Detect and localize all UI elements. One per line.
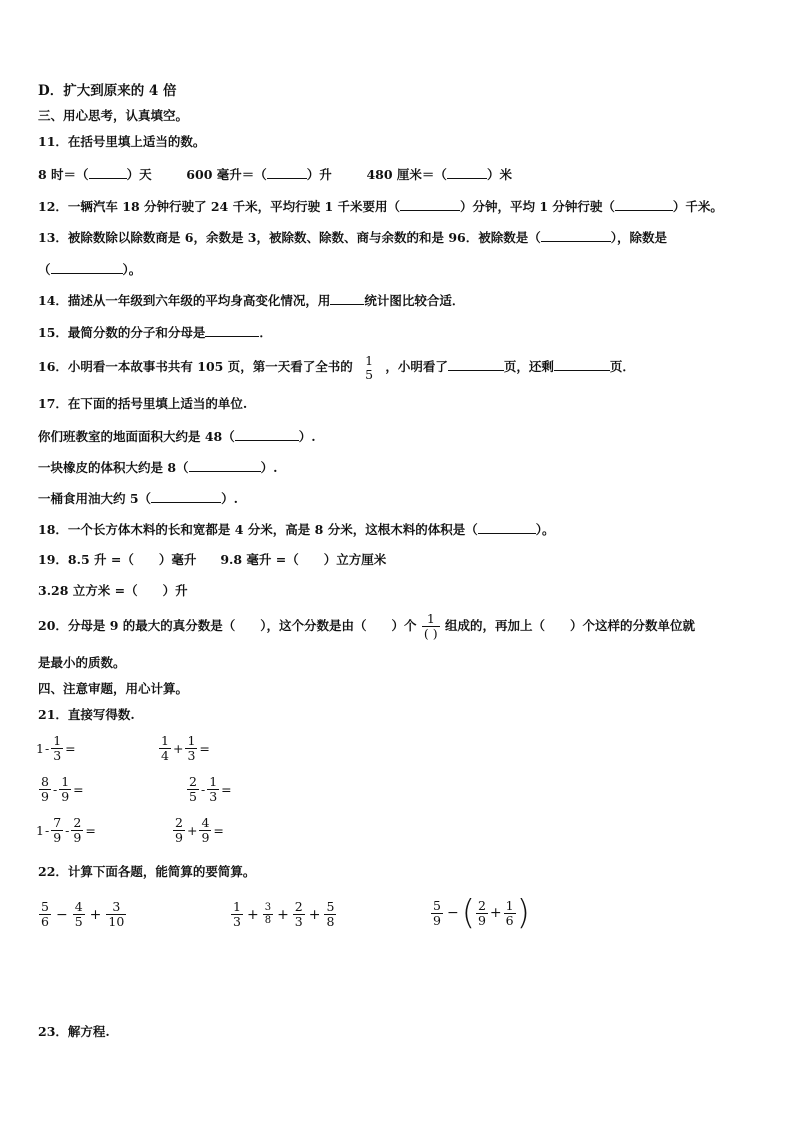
- fraction: [39, 900, 51, 929]
- q17a-text-b: ）.: [298, 429, 316, 444]
- numerator: 8: [41, 774, 49, 789]
- question-23-stem: 23．解方程.: [38, 1024, 110, 1039]
- numerator: 4: [74, 899, 83, 914]
- answer-blank[interactable]: [400, 198, 460, 211]
- minus-sign: -: [200, 782, 206, 797]
- q21-expr-5: [36, 816, 97, 845]
- q12-text-a: 12．一辆汽车 18 分钟行驶了 24 千米，平均行驶 1 千米要用（: [38, 199, 400, 214]
- q16-text-c: 页，还剩: [503, 359, 554, 374]
- q17b-text-b: ）.: [260, 460, 278, 475]
- denominator: 9: [175, 830, 183, 845]
- question-12: [38, 198, 723, 215]
- plus-sign: +: [172, 741, 184, 756]
- equals-sign: =: [85, 823, 96, 838]
- equals-sign: =: [199, 741, 210, 756]
- equals-sign: =: [65, 741, 76, 756]
- numerator: 1: [233, 899, 241, 914]
- denominator: 8: [326, 914, 335, 929]
- numerator: 1: [61, 774, 70, 789]
- denominator: 6: [41, 914, 49, 929]
- plus-sign: +: [277, 906, 289, 923]
- denominator: 9: [61, 789, 70, 804]
- numerator: 1: [187, 733, 196, 748]
- q22-expr-1: [38, 900, 127, 929]
- answer-blank[interactable]: [235, 428, 299, 441]
- q13-text-a: 13．被除数除以除数商是 6，余数是 3，被除数、除数、商与余数的和是 96．被除数是（: [38, 230, 541, 245]
- numerator: 2: [189, 774, 197, 789]
- equals-sign: =: [221, 782, 232, 797]
- numerator: 1: [426, 611, 435, 626]
- numerator: 2: [175, 815, 183, 830]
- q20-text-a: 20．分母是 9 的最大的真分数是（ ），这个分数是由（ ）个: [38, 618, 417, 633]
- plus-sign: +: [308, 906, 321, 923]
- numerator: 2: [73, 815, 82, 830]
- denominator: 3: [233, 914, 241, 929]
- denominator: 6: [505, 912, 514, 928]
- q14-text-a: 14．描述从一年级到六年级的平均身高变化情况，用: [38, 293, 331, 308]
- answer-blank[interactable]: [448, 358, 504, 371]
- numerator: 2: [477, 897, 486, 913]
- fraction: [159, 734, 171, 763]
- answer-blank[interactable]: [189, 459, 261, 472]
- q17c-text-a: 一桶食用油大约 5（: [38, 491, 152, 506]
- q11a-suffix: ）天: [126, 167, 152, 182]
- question-22-stem: 22．计算下面各题，能简算的要简算。: [38, 864, 256, 879]
- numerator: 3: [264, 902, 272, 913]
- fraction: [51, 816, 63, 845]
- question-18: [38, 521, 554, 538]
- answer-blank[interactable]: [615, 198, 673, 211]
- question-16: [38, 352, 635, 382]
- fraction: [263, 902, 273, 927]
- q11b-suffix: ）升: [306, 167, 332, 182]
- minus-sign: -: [44, 741, 50, 756]
- q13-text-d: ）。: [122, 262, 142, 277]
- left-parenthesis: (: [461, 893, 475, 933]
- numerator: 1: [209, 774, 218, 789]
- q17a-text-a: 你们班教室的地面面积大约是 48（: [38, 429, 235, 444]
- denominator: 3: [209, 789, 218, 804]
- question-11-stem: 11．在括号里填上适当的数。: [38, 134, 206, 149]
- numerator: 1: [365, 352, 374, 368]
- q13-text-c: （: [38, 262, 51, 277]
- q20-text-b: 组成的，再加上（ ）个这样的分数单位就: [445, 618, 696, 633]
- fraction: [199, 816, 211, 845]
- question-11-items: [38, 166, 512, 183]
- plus-sign: +: [186, 823, 198, 838]
- fraction: [504, 899, 516, 928]
- number: 1: [36, 823, 44, 838]
- q22-expr-2: [230, 900, 337, 929]
- question-20-line1: [38, 607, 695, 645]
- fraction-unit: [422, 612, 440, 641]
- question-21-stem: 21．直接写得数.: [38, 707, 135, 722]
- answer-blank[interactable]: [151, 490, 221, 503]
- numerator: 1: [505, 897, 514, 913]
- question-17c: [38, 490, 238, 507]
- number: 1: [36, 741, 44, 756]
- denominator: 5: [189, 789, 197, 804]
- q17c-text-b: ）.: [221, 491, 238, 506]
- denominator: 3: [294, 914, 303, 929]
- denominator: 9: [477, 912, 486, 928]
- fraction: [207, 775, 219, 804]
- q13-text-b: ），除数是: [610, 230, 668, 245]
- minus-sign: −: [446, 905, 459, 921]
- numerator: 3: [112, 899, 121, 914]
- equals-sign: =: [213, 823, 224, 838]
- fraction: [324, 900, 336, 929]
- denominator: 4: [161, 748, 169, 763]
- fraction: [293, 900, 305, 929]
- numerator: 1: [161, 733, 169, 748]
- q12-text-b: ）分钟，平均 1 分钟行驶（: [460, 199, 615, 214]
- fraction: [476, 899, 488, 928]
- q21-expr-2: [158, 734, 211, 763]
- option-d: D．扩大到原来的 4 倍: [38, 83, 177, 99]
- section-four-heading: 四、注意审题，用心计算。: [38, 681, 189, 696]
- q22-expr-3: [430, 893, 530, 933]
- question-17b: [38, 459, 277, 476]
- fraction: [173, 816, 185, 845]
- question-13-line1: [38, 229, 667, 246]
- fraction-one-fifth: [363, 354, 375, 382]
- fraction: [51, 734, 63, 763]
- question-20-line2: 是最小的质数。: [38, 655, 126, 670]
- q18-text-a: 18．一个长方体木料的长和宽都是 4 分米，高是 8 分米，这根木料的体积是（: [38, 522, 478, 537]
- fraction: [185, 734, 197, 763]
- fraction: [71, 816, 83, 845]
- question-14: [38, 292, 464, 309]
- fraction: [59, 775, 71, 804]
- q11c-suffix: ）米: [486, 167, 512, 182]
- denominator: 9: [53, 830, 62, 845]
- q17b-text-a: 一块橡皮的体积大约是 8（: [38, 460, 189, 475]
- denominator: 3: [53, 748, 62, 763]
- denominator: 3: [187, 748, 196, 763]
- denominator: 8: [264, 915, 272, 926]
- fraction: [39, 775, 51, 804]
- q14-text-b: 统计图比较合适．: [364, 293, 465, 308]
- minus-sign: −: [55, 906, 68, 923]
- question-17a: [38, 428, 316, 445]
- q21-expr-4: [186, 775, 233, 804]
- q11c-prefix: 480 厘米＝（: [366, 167, 447, 182]
- numerator: 5: [41, 899, 49, 914]
- answer-blank[interactable]: [478, 521, 536, 534]
- section-three-heading: 三、用心思考，认真填空。: [38, 108, 189, 123]
- fraction: [231, 900, 243, 929]
- numerator: 2: [294, 899, 303, 914]
- q19a-text: 19．8.5 升 =（ ）毫升: [38, 552, 197, 567]
- q15-text-b: ．: [259, 325, 272, 340]
- denominator: ( ): [423, 626, 438, 641]
- q21-expr-1: [36, 734, 77, 763]
- denominator: 9: [433, 912, 441, 928]
- fraction: [106, 900, 126, 929]
- q16-text-b: ，小明看了: [385, 359, 448, 374]
- denominator: 9: [201, 830, 210, 845]
- plus-sign: +: [489, 905, 502, 921]
- fraction: [187, 775, 199, 804]
- denominator: 10: [108, 914, 125, 929]
- fraction: [73, 900, 85, 929]
- numerator: 5: [433, 897, 441, 913]
- q21-expr-6: [172, 816, 225, 845]
- question-19-row2: 3.28 立方米 =（ ）升: [38, 583, 188, 598]
- question-15: [38, 324, 272, 341]
- q11b-prefix: 600 毫升＝（: [186, 167, 267, 182]
- q12-text-c: ）千米。: [672, 199, 723, 214]
- answer-blank[interactable]: [205, 324, 259, 337]
- minus-sign: -: [65, 823, 70, 838]
- answer-blank[interactable]: [89, 166, 127, 179]
- answer-blank[interactable]: [554, 358, 610, 371]
- question-19-row1: [38, 552, 386, 568]
- plus-sign: +: [89, 906, 102, 923]
- q19b-text: 9.8 毫升 =（ ）立方厘米: [220, 552, 387, 567]
- numerator: 7: [53, 815, 62, 830]
- numerator: 1: [53, 733, 62, 748]
- q21-expr-3: [38, 775, 85, 804]
- answer-blank[interactable]: [267, 166, 307, 179]
- minus-sign: -: [52, 782, 58, 797]
- denominator: 9: [73, 830, 82, 845]
- denominator: 5: [74, 914, 83, 929]
- denominator: 5: [365, 366, 374, 382]
- numerator: 5: [326, 899, 335, 914]
- answer-blank[interactable]: [541, 229, 611, 242]
- question-17-stem: 17．在下面的括号里填上适当的单位.: [38, 396, 248, 411]
- plus-sign: +: [246, 906, 259, 923]
- q16-text-a: 16．小明看一本故事书共有 105 页，第一天看了全书的: [38, 359, 353, 374]
- answer-blank[interactable]: [51, 261, 123, 274]
- numerator: 4: [201, 815, 210, 830]
- q15-text-a: 15．最简分数的分子和分母是: [38, 325, 206, 340]
- equals-sign: =: [73, 782, 84, 797]
- right-parenthesis: ): [516, 893, 530, 933]
- denominator: 9: [41, 789, 49, 804]
- question-13-line2: [38, 261, 141, 278]
- fraction: [431, 899, 443, 928]
- q16-text-d: 页．: [609, 359, 635, 374]
- q11a-prefix: 8 时＝（: [38, 167, 89, 182]
- answer-blank[interactable]: [330, 292, 364, 305]
- answer-blank[interactable]: [447, 166, 487, 179]
- minus-sign: -: [44, 823, 50, 838]
- q18-text-b: ）。: [535, 522, 555, 537]
